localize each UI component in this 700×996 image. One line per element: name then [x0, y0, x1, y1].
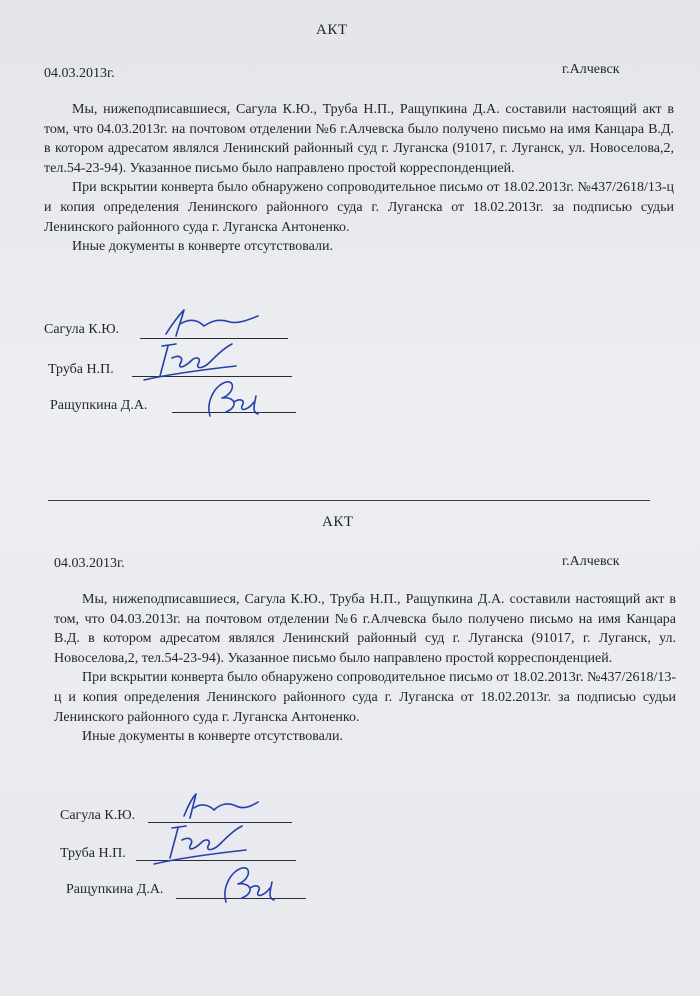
act-2-paragraph-2: При вскрытии конверта было обнаружено сопроводительное письмо от 18.02.2013г. №437/2618/13-ц и копия определения Ленинского районного суда г. Луганска от 18.02.2013г. за подписью судьи Ленинского районного суда г. Луганска Антоненко.	[54, 670, 676, 725]
act-1-signatory-3: Ращупкина Д.А.	[50, 398, 148, 413]
act-1-signatory-2: Труба Н.П.	[48, 362, 114, 377]
act-1-city: г.Алчевск	[562, 62, 620, 77]
act-2-signatory-3: Ращупкина Д.А.	[66, 882, 164, 897]
act-2-signature-3	[212, 858, 282, 908]
act-1-paragraph-2: При вскрытии конверта было обнаружено сопроводительное письмо от 18.02.2013г. №437/2618/13-ц и копия определения Ленинского районного суда г. Луганска от 18.02.2013г. за подписью судьи Ленинского районного суда г. Луганска Антоненко.	[44, 180, 674, 235]
act-1-date: 04.03.2013г.	[44, 66, 115, 81]
act-2-city: г.Алчевск	[562, 554, 620, 569]
act-1-body	[44, 100, 674, 257]
act-2-signatory-1: Сагула К.Ю.	[60, 808, 136, 823]
act-2-title: АКТ	[322, 514, 354, 530]
section-divider	[48, 500, 650, 501]
act-1-signatory-1: Сагула К.Ю.	[44, 322, 120, 337]
act-1-paragraph-1: Мы, нижеподписавшиеся, Сагула К.Ю., Труба Н.П., Ращупкина Д.А. составили настоящий акт в том, что 04.03.2013г. на почтовом отделении №6 г.Алчевска было получено письмо на имя Канцара В.Д. в котором адресатом являлся Ленинский районный суд г. Луганска (91017, г. Луганск, ул. Новоселова,2, тел.54-23-94). Указанное письмо было направлено простой корреспонденцией.	[44, 102, 674, 176]
act-1-signature-3	[196, 372, 266, 422]
act-2-date: 04.03.2013г.	[54, 556, 125, 571]
act-1-title: АКТ	[316, 22, 348, 38]
act-1-paragraph-3: Иные документы в конверте отсутствовали.	[72, 239, 333, 255]
act-2-signatory-2: Труба Н.П.	[60, 846, 126, 861]
act-2-paragraph-3: Иные документы в конверте отсутствовали.	[82, 729, 343, 745]
act-2-paragraph-1: Мы, нижеподписавшиеся, Сагула К.Ю., Труба Н.П., Ращупкина Д.А. составили настоящий акт в том, что 04.03.2013г. на почтовом отделении №6 г.Алчевска было получено письмо на имя Канцара В.Д. в котором адресатом являлся Ленинский районный суд г. Луганска (91017, г. Луганск, ул. Новоселова,2, тел.54-23-94). Указанное письмо было направлено простой корреспонденцией.	[54, 592, 676, 666]
act-2-body	[54, 590, 676, 747]
